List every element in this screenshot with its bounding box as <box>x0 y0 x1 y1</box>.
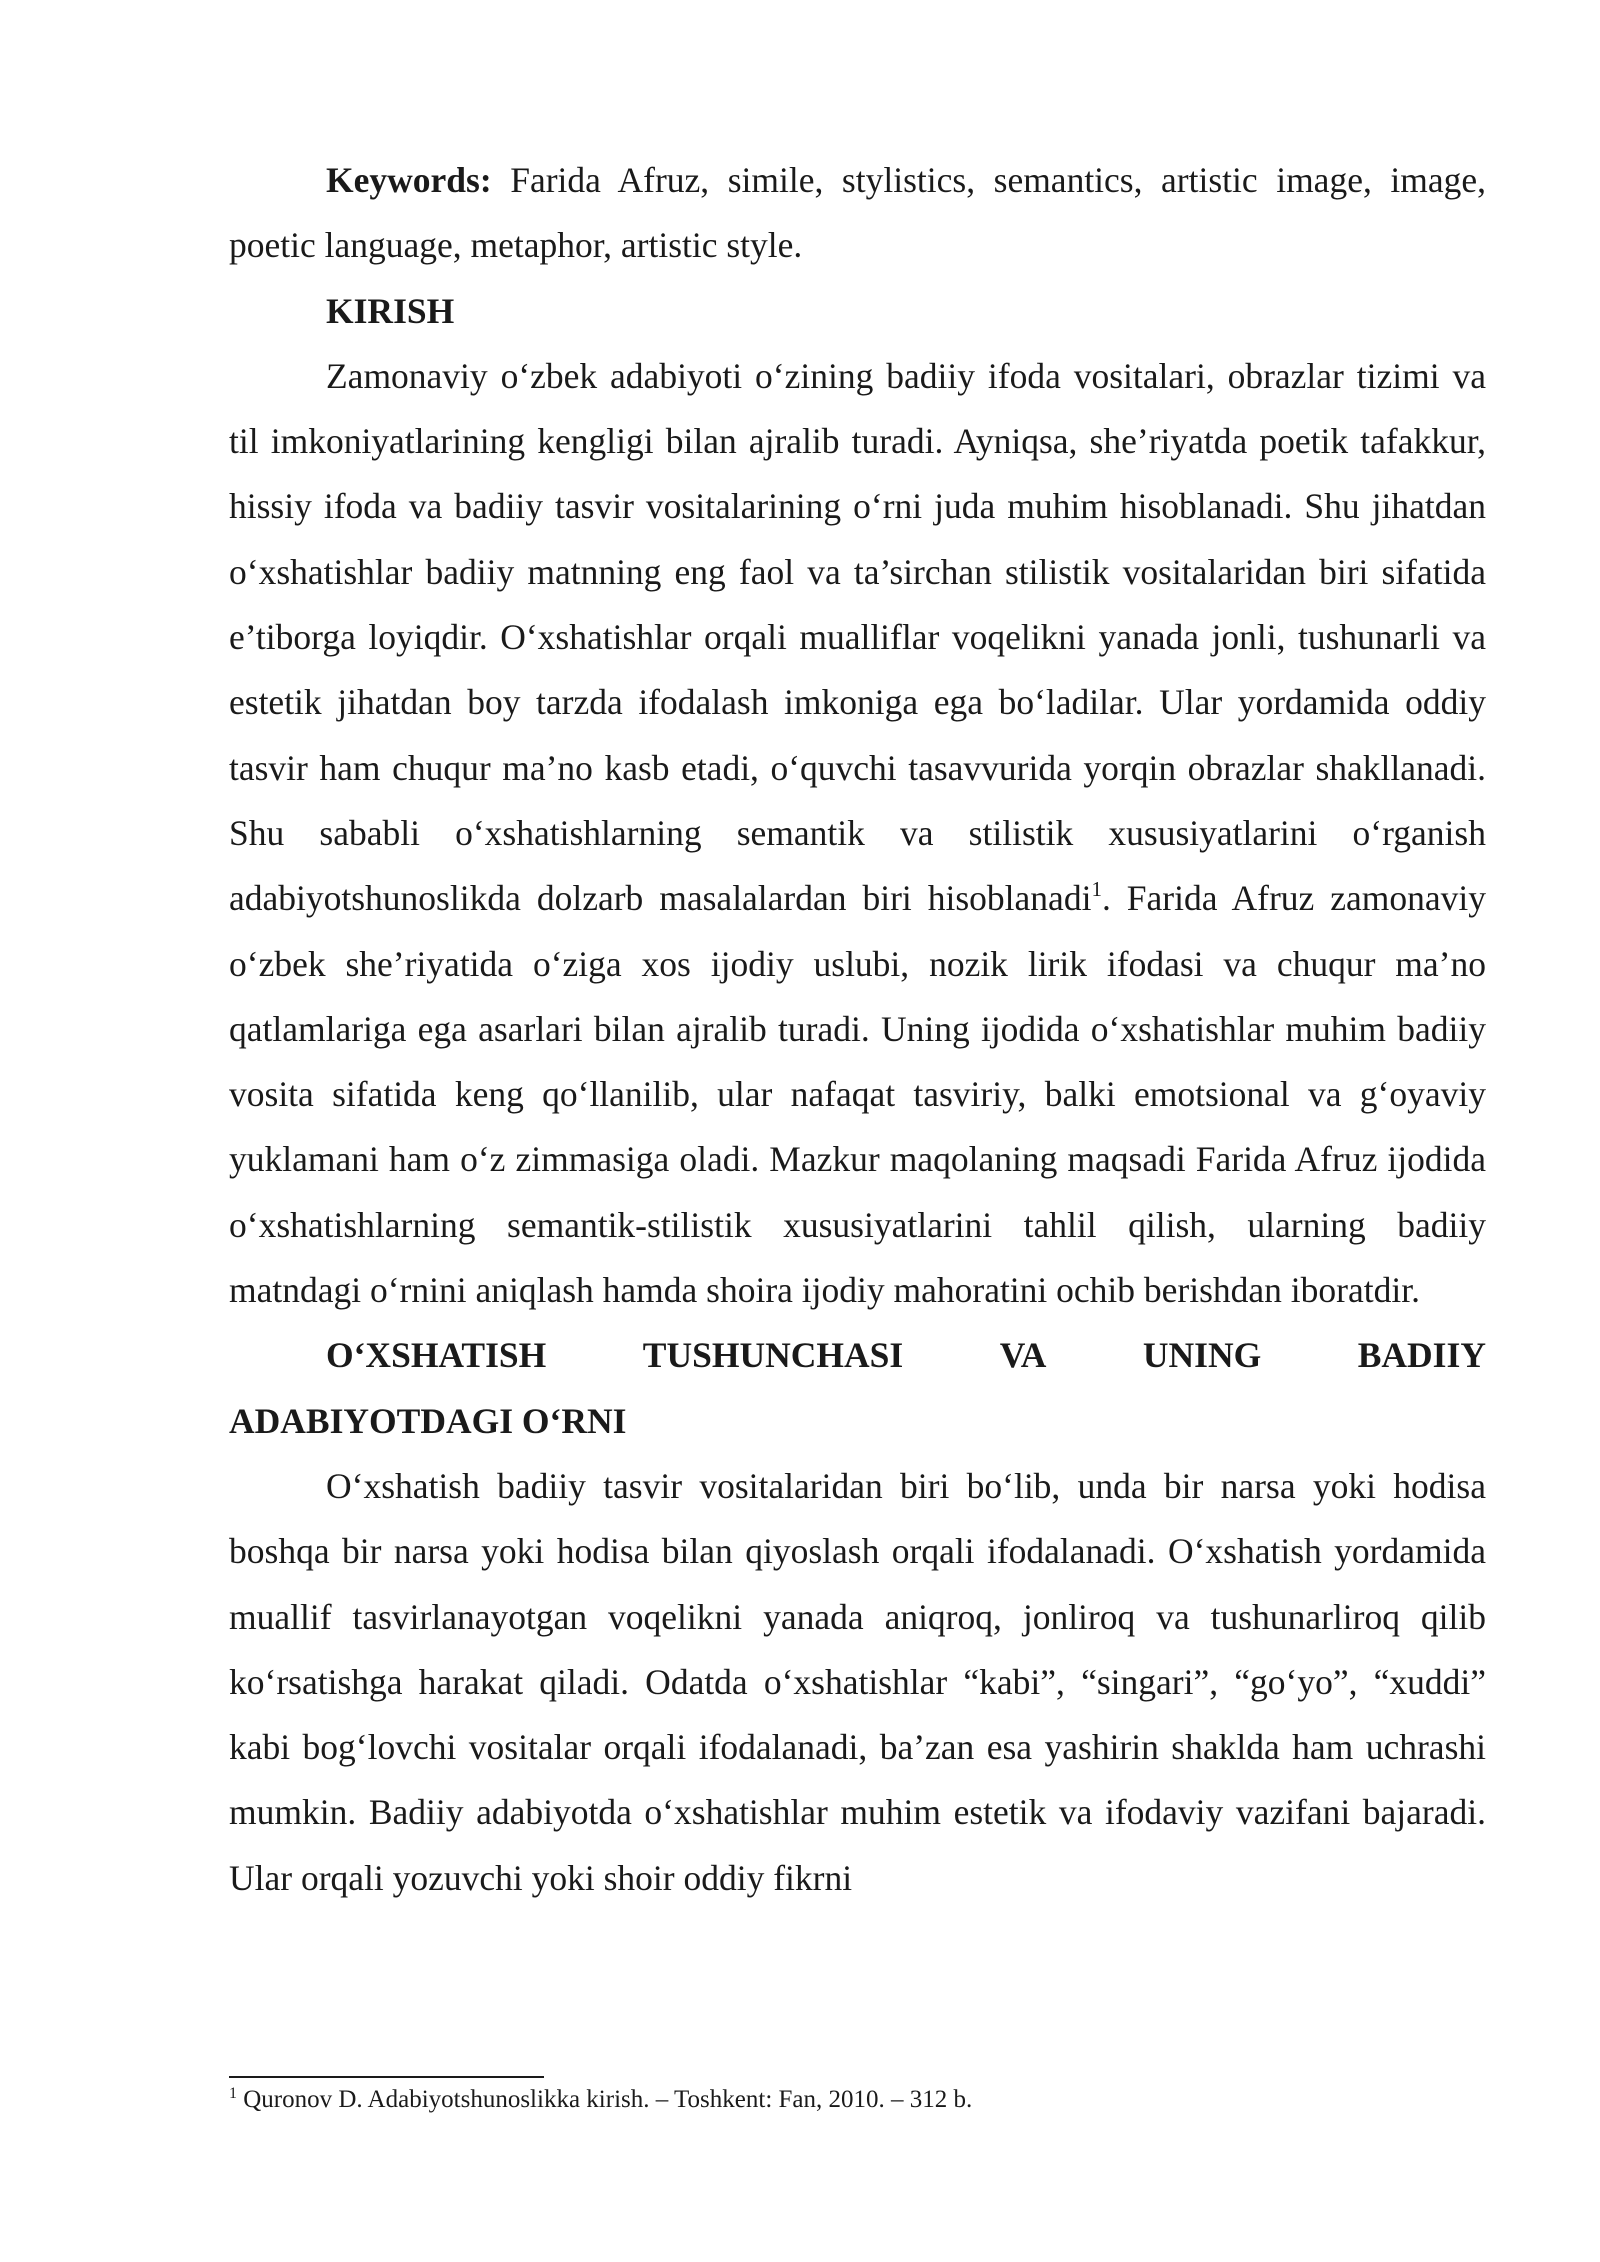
intro-text-part1: Zamonaviy o‘zbek adabiyoti o‘zining badiiy ifoda vositalari, obrazlar tizimi va til imkoniyatlarining kengligi bilan ajralib turadi. Ayniqsa, she’riyatda poetik tafakkur, hissiy ifoda va badiiy tasvir vositalarining o‘rni juda muhim hisoblanadi. Shu jihatdan o‘xshatishlar badiiy matnning eng faol va ta’sirchan stilistik vositalaridan biri sifatida e’tiborga loyiqdir. O‘xshatishlar orqali mualliflar voqelikni yanada jonli, tushunarli va estetik jihatdan boy tarzda ifodalash imkoniga ega bo‘ladilar. Ular yordamida oddiy tasvir ham chuqur ma’no kasb etadi, o‘quvchi tasavvurida yorqin obrazlar shakllanadi. Shu sababli o‘xshatishlarning semantik va stilistik xususiyatlarini o‘rganish adabiyotshunoslikda dolzarb masalalardan biri hisoblanadi <box>229 355 1486 919</box>
footnote-mark: 1 <box>229 2085 237 2102</box>
section-heading-simile-line2: ADABIYOTDAGI O‘RNI <box>229 1400 627 1441</box>
footnote-reference[interactable]: 1 <box>1091 877 1102 902</box>
intro-text-part2: . Farida Afruz zamonaviy o‘zbek she’riyatida o‘ziga xos ijodiy uslubi, nozik lirik ifodasi va chuqur ma’no qatlamlariga ega asarlari bilan ajralib turadi. Uning ijodida o‘xshatishlar muhim badiiy vosita sifatida keng qo‘llanilib, ular nafaqat tasviriy, balki emotsional va g‘oyaviy yuklamani ham o‘z zimmasiga oladi. Mazkur maqolaning maqsadi Farida Afruz ijodida o‘xshatishlarning semantik-stilistik xususiyatlarini tahlil qilish, ularning badiiy matndagi o‘rnini aniqlash hamda shoira ijodiy mahoratini ochib berishdan iboratdir. <box>229 878 1487 1311</box>
section-heading-simile <box>229 1323 1486 1388</box>
heading-word: VA <box>999 1335 1047 1376</box>
page-body <box>229 148 1486 1911</box>
simile-paragraph: O‘xshatish badiiy tasvir vositalaridan biri bo‘lib, unda bir narsa yoki hodisa boshqa bir narsa yoki hodisa bilan qiyoslash orqali ifodalanadi. O‘xshatish yordamida muallif tasvirlanayotgan voqelikni yanada aniqroq, jonliroq va tushunarliroq qilib ko‘rsatishga harakat qiladi. Odatda o‘xshatishlar “kabi”, “singari”, “go‘yo”, “xuddi” kabi bog‘lovchi vositalar orqali ifodalanadi, ba’zan esa yashirin shaklda ham uchrashi mumkin. Badiiy adabiyotda o‘xshatishlar muhim estetik va ifodaviy vazifani bajaradi. Ular orqali yozuvchi yoki shoir oddiy fikrni <box>229 1465 1486 1898</box>
heading-word: O‘XSHATISH <box>326 1335 547 1376</box>
intro-paragraph <box>229 344 1486 1323</box>
heading-word: BADIIY <box>1357 1335 1486 1376</box>
section-heading-intro: KIRISH <box>326 290 455 331</box>
footnote-separator <box>229 2076 544 2078</box>
footnote-text: Quronov D. Adabiyotshunoslikka kirish. – Toshkent: Fan, 2010. – 312 b. <box>237 2086 973 2113</box>
heading-word: TUSHUNCHASI <box>642 1335 904 1376</box>
footnote <box>229 2082 1486 2118</box>
keywords-label: Keywords: <box>326 160 492 200</box>
keywords-text: Farida Afruz, simile, stylistics, semantics, artistic image, image, poetic language, metaphor, artistic style. <box>229 160 1486 266</box>
heading-word: UNING <box>1142 1335 1262 1376</box>
keywords-paragraph <box>229 148 1486 279</box>
